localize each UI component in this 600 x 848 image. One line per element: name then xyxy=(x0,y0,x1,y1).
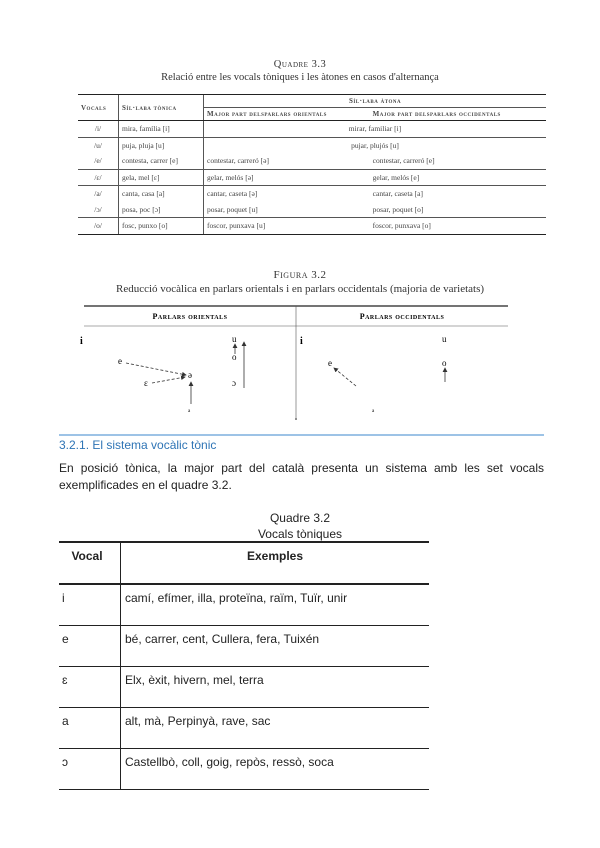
q33-tonica: canta, casa [a] xyxy=(119,186,204,202)
q33-tonica: mira, família [i] xyxy=(119,121,204,138)
q32-exemples: Elx, èxit, hivern, mel, terra xyxy=(121,667,430,708)
quadre33-table xyxy=(78,94,546,235)
q33-tonica: fosc, punxo [o] xyxy=(119,218,204,235)
q33-vocal: /a/ xyxy=(78,186,119,202)
fig-right-header: Parlars occidentals xyxy=(359,312,445,321)
fig-l-a: a xyxy=(188,409,191,414)
fig-r-u: u xyxy=(442,334,447,344)
fig-l-arrow-e xyxy=(126,363,186,375)
fig-l-arrow-E xyxy=(152,377,185,383)
fig-r-a: a xyxy=(372,409,375,414)
fig-l-O: ɔ xyxy=(232,378,236,388)
q33-shared: pujar, plujós [u] xyxy=(204,137,547,153)
q33-occidental: contestar, carreró [e] xyxy=(372,156,435,166)
q33-row xyxy=(78,218,546,235)
fig-left-header: Parlars orientals xyxy=(152,312,228,321)
q32-header-exemples: Exemples xyxy=(121,542,430,584)
q32-vocal: e xyxy=(59,626,121,667)
fig-r-arrow-a xyxy=(334,368,356,386)
quadre33-subtitle: Relació entre les vocals tòniques i les àtones en casos d'alternança xyxy=(161,72,439,83)
quadre32-heading xyxy=(0,510,600,542)
q33-tonica: gela, mel [ɛ] xyxy=(119,169,204,186)
quadre32-title: Quadre 3.2 xyxy=(269,511,331,525)
q33-vocal: /o/ xyxy=(78,218,119,235)
q33-oriental: foscor, punxava [u] xyxy=(204,218,370,235)
q32-exemples: camí, efímer, illa, proteïna, raïm, Tuïr, unir xyxy=(121,584,430,626)
q33-occidental: gelar, melós [e] xyxy=(370,169,546,186)
fig-l-schwa: ə xyxy=(188,370,192,380)
table-row xyxy=(59,749,429,790)
q33-vocal: /e/ xyxy=(94,156,102,166)
q32-exemples: alt, mà, Perpinyà, rave, sac xyxy=(121,708,430,749)
fig-r-o: o xyxy=(442,358,447,368)
q33-tonica: puja, pluja [u] xyxy=(119,137,204,153)
q33-row xyxy=(78,121,546,138)
table-row xyxy=(59,626,429,667)
fig-l-e: e xyxy=(118,356,122,366)
q32-exemples: Castellbò, coll, goig, repòs, ressò, soca xyxy=(121,749,430,790)
q32-vocal: ɛ xyxy=(59,667,121,708)
q33-vocal: /ɛ/ xyxy=(78,169,119,186)
q33-occidental: cantar, caseta [a] xyxy=(370,186,546,202)
section-rule xyxy=(59,434,544,436)
table-row xyxy=(59,667,429,708)
section-title: 3.2.1. El sistema vocàlic tònic xyxy=(59,438,217,452)
table-row xyxy=(59,584,429,626)
fig-r-i: i xyxy=(300,336,303,347)
q33-oriental: gelar, melós [ə] xyxy=(204,169,370,186)
q33-vocal: /u/ xyxy=(78,137,119,153)
fig-l-o: o xyxy=(232,352,237,362)
table-row xyxy=(59,708,429,749)
q33-tonica: contesta, carrer [e] xyxy=(119,153,204,169)
q33-header-orientals: Major part delsparlars orientals xyxy=(204,108,370,121)
q33-row xyxy=(78,202,546,218)
q32-header-row xyxy=(59,542,429,584)
q33-header-atona: Síl·laba àtona xyxy=(204,95,547,108)
q33-vocal: /i/ xyxy=(94,124,102,134)
quadre33-title: Quadre 3.3 xyxy=(273,59,327,70)
q33-oriental: cantar, caseta [ə] xyxy=(204,186,370,202)
q33-occidental: foscor, punxava [o] xyxy=(370,218,546,235)
q33-row xyxy=(78,169,546,186)
q33-header-occidentals: Major part delsparlars occidentals xyxy=(370,108,546,121)
q32-exemples: bé, carrer, cent, Cullera, fera, Tuixén xyxy=(121,626,430,667)
fig-r-e: e xyxy=(328,358,332,368)
fig-l-i: i xyxy=(80,336,83,347)
q33-occidental: posar, poquet [o] xyxy=(372,204,424,214)
q32-vocal: ɔ xyxy=(59,749,121,790)
q32-header-vocal: Vocal xyxy=(59,542,121,584)
section-paragraph: En posició tònica, la major part del català presenta un sistema amb les set vocals exemplificades en el quadre 3.2. xyxy=(59,461,544,492)
q33-header-tonica: Síl·laba tònica xyxy=(119,95,204,121)
quadre32-table xyxy=(59,541,429,790)
q33-header-vocals: Vocals xyxy=(78,95,119,121)
quadre32-subtitle: Vocals tòniques xyxy=(257,527,343,541)
figura32-diagram xyxy=(80,304,508,420)
q33-row xyxy=(78,137,546,153)
fig-l-E: ɛ xyxy=(144,378,148,388)
figura32-heading xyxy=(0,268,600,296)
fig-l-u: u xyxy=(232,334,237,344)
q33-row xyxy=(78,153,546,169)
q33-oriental: contestar, carreró [ə] xyxy=(204,153,370,169)
q33-vocal: /ɔ/ xyxy=(94,204,102,214)
figura32-title: Figura 3.2 xyxy=(273,269,327,281)
q33-tonica: posa, poc [ɔ] xyxy=(119,202,204,218)
figura32-subtitle: Reducció vocàlica en parlars orientals i en parlars occidentals (majoria de varietats) xyxy=(115,283,485,295)
quadre33-heading xyxy=(0,58,600,84)
q33-shared: mirar, familiar [i] xyxy=(204,121,547,138)
q32-vocal: a xyxy=(59,708,121,749)
q32-vocal: i xyxy=(59,584,121,626)
q33-oriental: posar, poquet [u] xyxy=(204,202,370,218)
q33-row xyxy=(78,186,546,202)
